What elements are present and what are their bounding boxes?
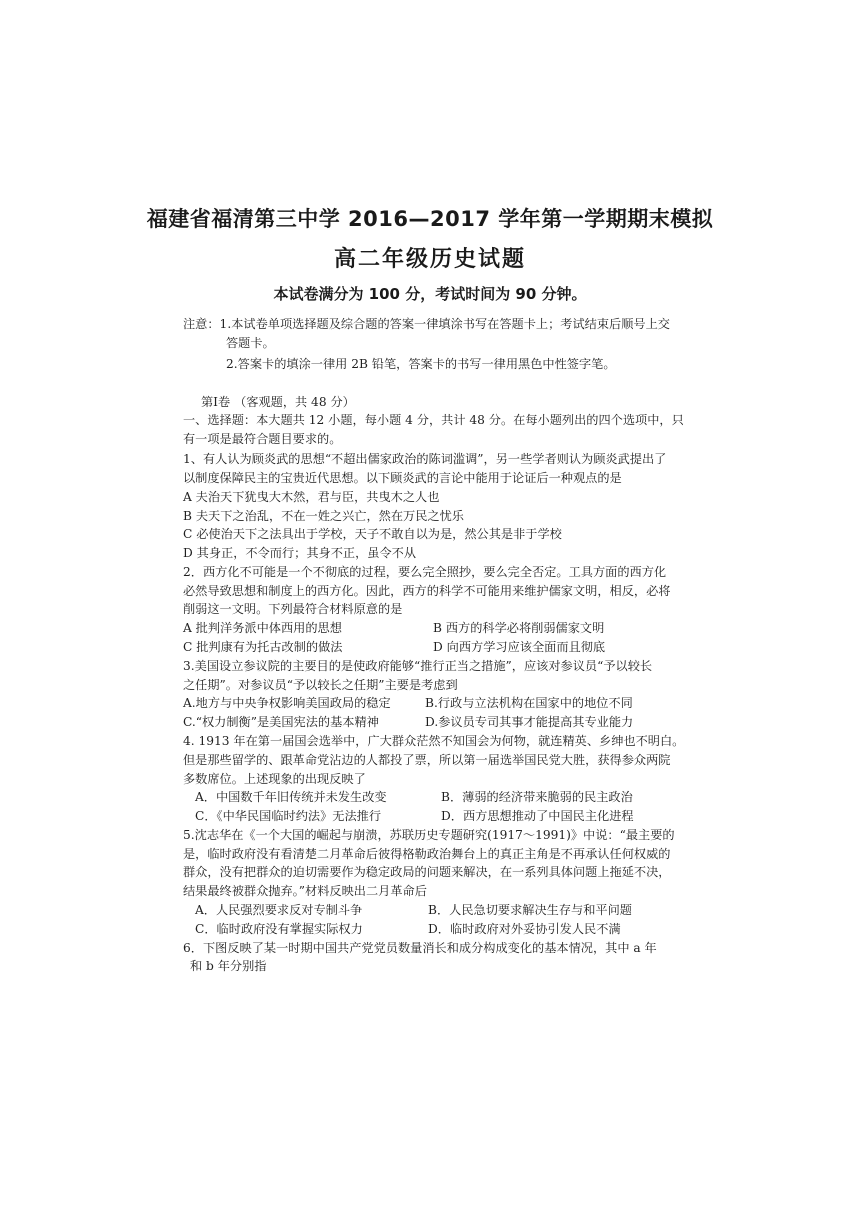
q5-stem: 5.沈志华在《一个大国的崛起与崩溃，苏联历史专题研究(1917～1991)》中说：“最主要的 [183,828,675,842]
q3-option-a: A.地方与中央争权影响美国政局的稳定 [183,696,391,710]
q5-option-d: D．临时政府对外妥协引发人民不满 [428,922,621,936]
q4-option-a: A．中国数千年旧传统并未发生改变 [195,790,387,804]
notice-line: 答题卡。 [226,336,275,350]
q3-option-b: B.行政与立法机构在国家中的地位不同 [425,696,633,710]
q4-option-d: D．西方思想推动了中国民主化进程 [441,809,634,823]
q1-option-d: D 其身正，不令而行；其身不正，虽令不从 [183,546,417,560]
q5-stem: 群众，没有把群众的迫切需要作为稳定政局的问题来解决，在一系列具体问题上拖延不决， [183,865,671,879]
q4-option-c: C．《中华民国临时约法》无法推行 [195,809,382,823]
q1-stem: 以制度保障民主的宝贵近代思想。以下顾炎武的言论中能用于论证后一种观点的是 [183,471,622,485]
q1-option-c: C 必使治天下之法具出于学校，天子不敢自以为是，然公其是非于学校 [183,527,562,541]
q5-stem: 结果最终被群众抛弃。”材料反映出二月革命后 [183,884,427,898]
q2-option-d: D 向西方学习应该全面而且彻底 [433,640,606,654]
q4-stem: 多数席位。上述现象的出现反映了 [183,772,366,786]
q3-stem: 3.美国设立参议院的主要目的是使政府能够“推行正当之措施”，应该对参议员“予以较长 [183,659,653,673]
q1-stem: 1、有人认为顾炎武的思想“不超出儒家政治的陈词滥调”，另一些学者则认为顾炎武提出了 [183,452,667,466]
q2-option-b: B 西方的科学必将削弱儒家文明 [433,621,605,635]
q3-option-d: D.参议员专司其事才能提高其专业能力 [425,715,634,729]
score-time-line: 本试卷满分为 100 分，考试时间为 90 分钟。 [273,285,587,303]
q2-option-c: C 批判康有为托古改制的做法 [183,640,343,654]
q2-stem: 必然导致思想和制度上的西方化。因此，西方的科学不可能用来维护儒家文明，相反，必将 [183,584,671,598]
q5-option-a: A．人民强烈要求反对专制斗争 [195,903,363,917]
q3-option-c: C.“权力制衡”是美国宪法的基本精神 [183,715,379,729]
q4-stem: 4. 1913 年在第一届国会选举中，广大群众茫然不知国会为何物，就连精英、乡绅也不明白。 [183,734,685,748]
q6-stem: 6．下图反映了某一时期中国共产党党员数量消长和成分构成变化的基本情况，其中 a 年 [183,941,657,955]
exam-subtitle: 高二年级历史试题 [333,247,526,272]
q2-option-a: A 批判洋务派中体西用的思想 [183,621,342,635]
q1-option-a: A 夫治天下犹曳大木然，君与臣，共曳木之人也 [183,490,440,504]
q5-option-c: C．临时政府没有掌握实际权力 [195,922,363,936]
q3-stem: 之任期”。对参议员“予以较长之任期”主要是考虑到 [183,678,458,692]
q2-stem: 2．西方化不可能是一个不彻底的过程，要么完全照抄，要么完全否定。工具方面的西方化 [183,565,667,579]
notice-line: 注意：1.本试卷单项选择题及综合题的答案一律填涂书写在答题卡上；考试结束后顺号上交 [183,317,670,331]
q6-stem: 和 b 年分别指 [190,959,267,973]
q2-stem: 削弱这一文明。下列最符合材料原意的是 [183,602,403,616]
q5-stem: 是，临时政府没有看清楚二月革命后彼得格勒政治舞台上的真正主角是不再承认任何权威的 [183,847,671,861]
notice-line: 2.答案卡的填涂一律用 2B 铅笔，答案卡的书写一律用黑色中性签字笔。 [226,357,616,371]
section-heading: 第Ⅰ卷 （客观题，共 48 分） [201,395,355,409]
section-intro: 一、选择题：本大题共 12 小题，每小题 4 分，共计 48 分。在每小题列出的四个选项中，只 [183,413,684,427]
section-intro: 有一项是最符合题目要求的。 [183,432,342,446]
q1-option-b: B 夫天下之治乱，不在一姓之兴亡，然在万民之忧乐 [183,509,464,523]
q4-stem: 但是那些留学的、跟革命党沾边的人都投了票，所以第一届选举国民党大胜，获得参众两院 [183,753,671,767]
exam-title: 福建省福清第三中学 2016—2017 学年第一学期期末模拟 [146,207,714,231]
q4-option-b: B．薄弱的经济带来脆弱的民主政治 [441,790,633,804]
q5-option-b: B．人民急切要求解决生存与和平问题 [428,903,632,917]
